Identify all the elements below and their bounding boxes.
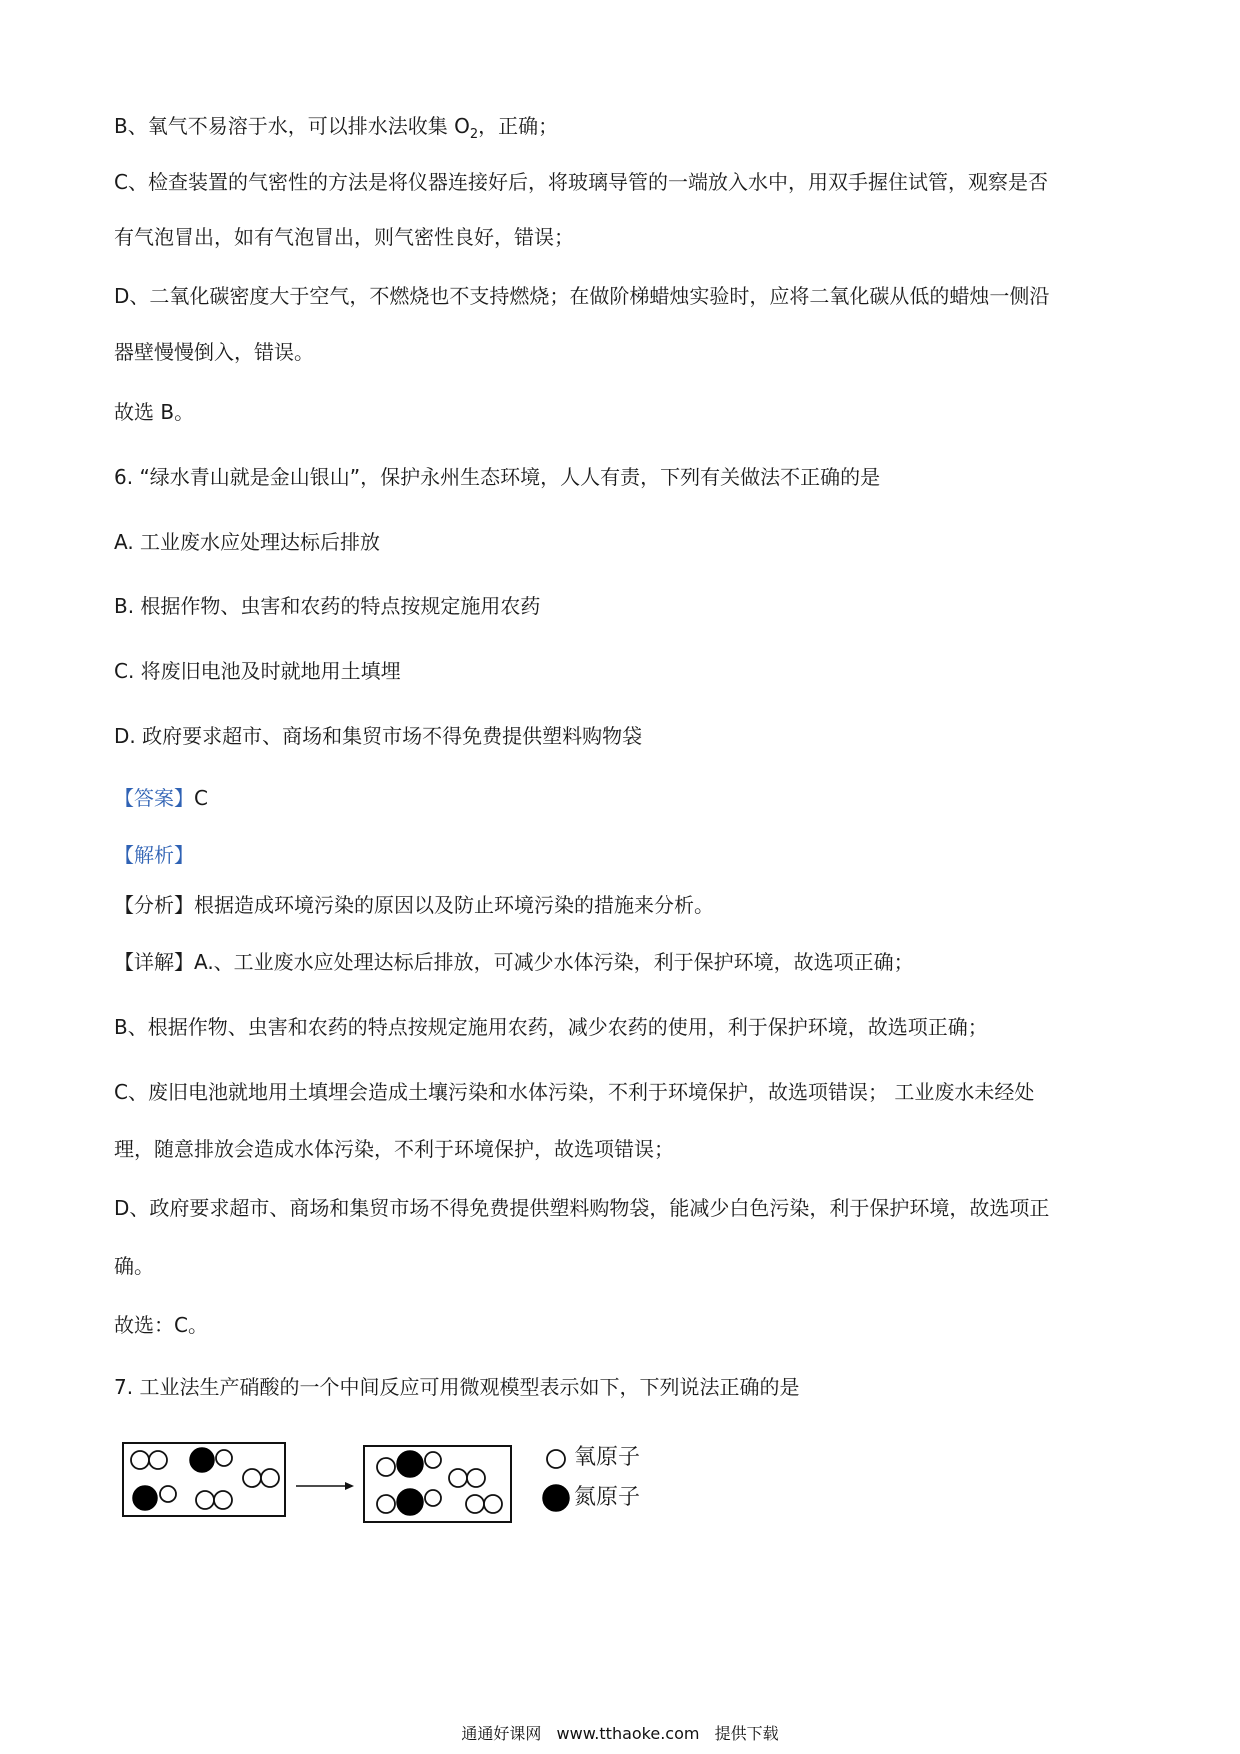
q6-xiangjie-b: B、根据作物、虫害和农药的特点按规定施用农药，减少农药的使用，利于保护环境，故选项正确； <box>114 1015 988 1039</box>
q6-analysis-tag: 【解析】 <box>114 843 194 867</box>
footer-site-name: 通通好课网 <box>461 1724 542 1743</box>
o2-molecule <box>466 1495 502 1513</box>
q6-option-a: A. 工业废水应处理达标后排放 <box>114 530 381 554</box>
o2-molecule <box>196 1491 232 1509</box>
q6-xiangjie-c-line2: 理，随意排放会造成水体污染，不利于环境保护，故选项错误； <box>114 1137 674 1161</box>
o2-molecule <box>243 1469 279 1487</box>
answer-tag: 【答案】 <box>114 786 194 810</box>
subscript: 2 <box>469 127 479 142</box>
page-footer <box>0 1724 1240 1744</box>
no-molecule <box>190 1448 232 1472</box>
q6-option-d: D. 政府要求超市、商场和集贸市场不得免费提供塑料购物袋 <box>114 724 643 748</box>
q6-stem: 6. “绿水青山就是金山银山”，保护永州生态环境，人人有责，下列有关做法不正确的是 <box>114 465 881 489</box>
no2-molecule <box>377 1489 441 1515</box>
footer-url[interactable]: www.tthaoke.com <box>556 1724 700 1743</box>
q6-xiangjie-d-line1: D、政府要求超市、商场和集贸市场不得免费提供塑料购物袋，能减少白色污染，利于保护环境，故选项正 <box>114 1196 1050 1220</box>
q5-b-text: B、氧气不易溶于水，可以排水法收集 O <box>114 114 470 138</box>
no-molecule <box>133 1486 176 1510</box>
q6-fenxi: 【分析】根据造成环境污染的原因以及防止环境污染的措施来分析。 <box>114 893 714 917</box>
o2-molecule <box>449 1469 485 1487</box>
o2-molecule <box>131 1451 167 1469</box>
q6-conclusion: 故选：C。 <box>114 1313 208 1337</box>
q6-option-c: C. 将废旧电池及时就地用土填埋 <box>114 659 401 683</box>
q5-option-d-analysis-line2: 器壁慢慢倒入，错误。 <box>114 340 314 364</box>
q6-xiangjie-a: 【详解】A.、工业废水应处理达标后排放，可减少水体污染，利于保护环境，故选项正确； <box>114 950 914 974</box>
q5-conclusion: 故选 B。 <box>114 400 195 424</box>
q5-option-d-analysis-line1: D、二氧化碳密度大于空气，不燃烧也不支持燃烧；在做阶梯蜡烛实验时，应将二氧化碳从低的蜡烛一侧沿 <box>114 284 1050 308</box>
oxygen-atom-legend-icon <box>547 1450 565 1468</box>
no2-molecule <box>377 1451 441 1477</box>
nitrogen-atom-legend-label: 氮原子 <box>574 1485 641 1510</box>
reaction-arrow <box>296 1482 354 1490</box>
answer-value: C <box>194 786 208 810</box>
q7-stem: 7. 工业法生产硝酸的一个中间反应可用微观模型表示如下，下列说法正确的是 <box>114 1375 800 1399</box>
nitrogen-atom-legend-icon <box>543 1485 569 1511</box>
q5-option-c-analysis-line2: 有气泡冒出，如有气泡冒出，则气密性良好，错误； <box>114 225 574 249</box>
q6-xiangjie-c-line1: C、废旧电池就地用土填埋会造成土壤污染和水体污染，不利于环境保护，故选项错误； 工业废水未经处 <box>114 1080 1035 1104</box>
q5-b-text-end: ，正确； <box>478 114 559 138</box>
q6-option-b: B. 根据作物、虫害和农药的特点按规定施用农药 <box>114 594 541 618</box>
oxygen-atom-legend-label: 氧原子 <box>574 1445 641 1470</box>
footer-note: 提供下载 <box>714 1724 779 1743</box>
q5-option-c-analysis-line1: C、检查装置的气密性的方法是将仪器连接好后，将玻璃导管的一端放入水中，用双手握住试管，观察是否 <box>114 170 1048 194</box>
q6-xiangjie-d-line2: 确。 <box>114 1254 154 1278</box>
